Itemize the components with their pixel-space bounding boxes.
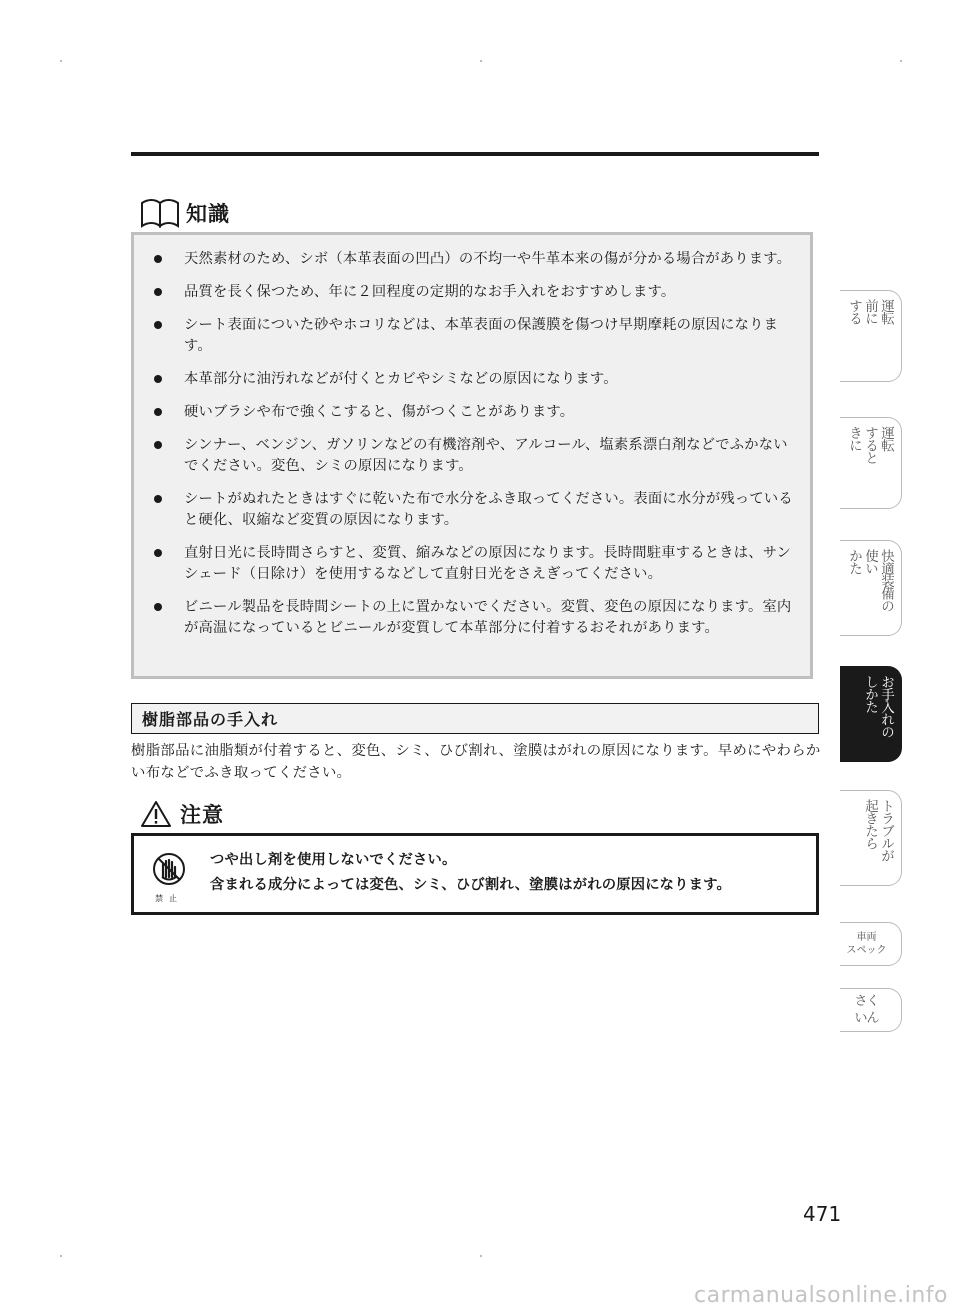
list-item: 硬いブラシや布で強くこすると、傷がつくことがあります。	[152, 402, 796, 423]
list-item: 天然素材のため、シボ（本革表面の凹凸）の不均一や牛革本来の傷が分かる場合があります。	[152, 249, 796, 270]
caution-title: 注意	[180, 803, 224, 827]
list-item: 品質を長く保つため、年に２回程度の定期的なお手入れをおすすめします。	[152, 282, 796, 303]
tab-vehicle-specs[interactable]: 車両 スペック	[840, 922, 902, 966]
crop-mark	[480, 1255, 482, 1257]
tab-comfort-equipment[interactable]: 快適装備の 使い かた	[840, 540, 902, 636]
knowledge-heading	[140, 196, 230, 230]
crop-mark	[60, 60, 62, 62]
header-rule	[131, 152, 819, 156]
tab-when-driving[interactable]: 運転 すると きに	[840, 417, 902, 509]
prohibited-hand-icon	[152, 850, 186, 888]
caution-line-2: 含まれる成分によっては変色、シミ、ひび割れ、塗膜はがれの原因になります。	[210, 877, 732, 893]
list-item: シート表面についた砂やホコリなどは、本革表面の保護膜を傷つけ早期摩耗の原因になります。	[152, 315, 796, 357]
bullet-icon	[154, 288, 162, 296]
open-book-icon	[140, 198, 180, 228]
knowledge-list	[134, 235, 810, 639]
bullet-icon	[154, 441, 162, 449]
bullet-icon	[154, 603, 162, 611]
prohibition-label: 禁止	[155, 894, 183, 903]
caution-box	[131, 833, 819, 915]
warning-triangle-icon	[140, 800, 172, 828]
page-number: 471	[803, 1202, 842, 1226]
bullet-icon	[154, 321, 162, 329]
bullet-icon	[154, 408, 162, 416]
tab-troubleshooting[interactable]: トラブルが 起きたら	[840, 790, 902, 886]
watermark: carmanualsonline.info	[694, 1283, 948, 1308]
resin-section-heading: 樹脂部品の手入れ	[131, 703, 819, 734]
bullet-icon	[154, 549, 162, 557]
list-item: 直射日光に長時間さらすと、変質、縮みなどの原因になります。長時間駐車するときは、サンシェード（日除け）を使用するなどして直射日光をさえぎってください。	[152, 543, 796, 585]
tab-maintenance[interactable]: お手入れの しかた	[840, 666, 902, 762]
bullet-icon	[154, 255, 162, 263]
bullet-icon	[154, 495, 162, 503]
list-item: 本革部分に油汚れなどが付くとカビやシミなどの原因になります。	[152, 369, 796, 390]
section-index-tabs	[840, 0, 910, 1315]
crop-mark	[60, 1255, 62, 1257]
tab-index[interactable]: さく いん	[840, 988, 902, 1032]
knowledge-title: 知識	[186, 202, 230, 226]
prohibition-mark	[152, 850, 186, 906]
knowledge-box	[131, 232, 813, 679]
list-item: ビニール製品を長時間シートの上に置かないでください。変質、変色の原因になります。室内が高温になっているとビニールが変質して本革部分に付着するおそれがあります。	[152, 597, 796, 639]
bullet-icon	[154, 375, 162, 383]
list-item: シンナー、ベンジン、ガソリンなどの有機溶剤や、アルコール、塩素系漂白剤などでふかないでください。変色、シミの原因になります。	[152, 435, 796, 477]
resin-section-body: 樹脂部品に油脂類が付着すると、変色、シミ、ひび割れ、塗膜はがれの原因になります。早めにやわらかい布などでふき取ってください。	[131, 743, 821, 781]
crop-mark	[480, 60, 482, 62]
caution-text	[210, 848, 731, 898]
caution-line-1: つや出し剤を使用しないでください。	[210, 852, 457, 868]
tab-before-driving[interactable]: 運転 前に する	[840, 290, 902, 382]
caution-heading	[140, 798, 224, 830]
list-item: シートがぬれたときはすぐに乾いた布で水分をふき取ってください。表面に水分が残っていると硬化、収縮など変質の原因になります。	[152, 489, 796, 531]
